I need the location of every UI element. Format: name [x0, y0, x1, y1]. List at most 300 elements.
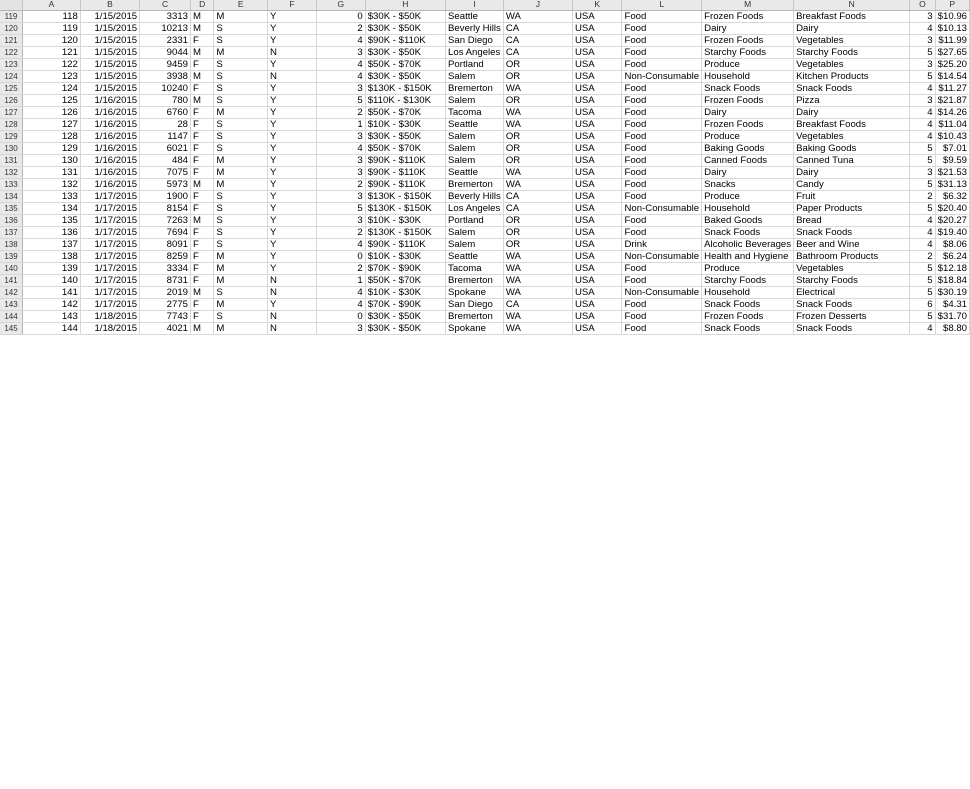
- row-header[interactable]: 130: [0, 142, 22, 154]
- cell-o[interactable]: 4: [910, 82, 935, 94]
- cell-h[interactable]: $130K - $150K: [365, 190, 445, 202]
- cell-g[interactable]: 3: [316, 214, 365, 226]
- cell-i[interactable]: Tacoma: [446, 262, 504, 274]
- cell-b[interactable]: 1/17/2015: [80, 190, 139, 202]
- cell-o[interactable]: 5: [910, 154, 935, 166]
- cell-j[interactable]: OR: [503, 130, 572, 142]
- cell-g[interactable]: 4: [316, 34, 365, 46]
- cell-c[interactable]: 484: [140, 154, 191, 166]
- cell-g[interactable]: 2: [316, 178, 365, 190]
- cell-f[interactable]: Y: [268, 106, 317, 118]
- column-header-l[interactable]: L: [622, 0, 702, 10]
- cell-k[interactable]: USA: [572, 286, 622, 298]
- cell-g[interactable]: 2: [316, 226, 365, 238]
- cell-i[interactable]: Bremerton: [446, 178, 504, 190]
- cell-k[interactable]: USA: [572, 262, 622, 274]
- cell-i[interactable]: Beverly Hills: [446, 22, 504, 34]
- cell-b[interactable]: 1/17/2015: [80, 298, 139, 310]
- cell-d[interactable]: F: [191, 34, 214, 46]
- cell-c[interactable]: 2331: [140, 34, 191, 46]
- cell-b[interactable]: 1/17/2015: [80, 262, 139, 274]
- cell-c[interactable]: 6760: [140, 106, 191, 118]
- cell-j[interactable]: WA: [503, 118, 572, 130]
- cell-j[interactable]: WA: [503, 286, 572, 298]
- column-header-n[interactable]: N: [794, 0, 910, 10]
- cell-b[interactable]: 1/17/2015: [80, 286, 139, 298]
- row-header[interactable]: 122: [0, 46, 22, 58]
- cell-o[interactable]: 4: [910, 226, 935, 238]
- cell-b[interactable]: 1/16/2015: [80, 178, 139, 190]
- row-header[interactable]: 141: [0, 274, 22, 286]
- cell-k[interactable]: USA: [572, 250, 622, 262]
- cell-g[interactable]: 4: [316, 238, 365, 250]
- cell-h[interactable]: $10K - $30K: [365, 214, 445, 226]
- cell-e[interactable]: S: [214, 94, 268, 106]
- cell-k[interactable]: USA: [572, 322, 622, 334]
- cell-m[interactable]: Produce: [702, 130, 794, 142]
- cell-j[interactable]: WA: [503, 178, 572, 190]
- cell-f[interactable]: Y: [268, 130, 317, 142]
- cell-f[interactable]: N: [268, 274, 317, 286]
- cell-o[interactable]: 2: [910, 190, 935, 202]
- cell-l[interactable]: Food: [622, 130, 702, 142]
- cell-c[interactable]: 2019: [140, 286, 191, 298]
- cell-m[interactable]: Canned Foods: [702, 154, 794, 166]
- cell-i[interactable]: Salem: [446, 154, 504, 166]
- cell-o[interactable]: 5: [910, 262, 935, 274]
- cell-o[interactable]: 5: [910, 46, 935, 58]
- column-header-o[interactable]: O: [910, 0, 935, 10]
- cell-n[interactable]: Snack Foods: [794, 226, 910, 238]
- cell-j[interactable]: OR: [503, 58, 572, 70]
- cell-c[interactable]: 3313: [140, 10, 191, 22]
- cell-p[interactable]: $11.99: [935, 34, 969, 46]
- cell-l[interactable]: Food: [622, 154, 702, 166]
- column-header-h[interactable]: H: [365, 0, 445, 10]
- cell-a[interactable]: 139: [22, 262, 80, 274]
- cell-b[interactable]: 1/16/2015: [80, 154, 139, 166]
- cell-d[interactable]: M: [191, 10, 214, 22]
- cell-j[interactable]: OR: [503, 142, 572, 154]
- cell-o[interactable]: 4: [910, 214, 935, 226]
- cell-k[interactable]: USA: [572, 154, 622, 166]
- cell-e[interactable]: M: [214, 262, 268, 274]
- cell-d[interactable]: M: [191, 178, 214, 190]
- cell-h[interactable]: $90K - $110K: [365, 238, 445, 250]
- cell-g[interactable]: 4: [316, 286, 365, 298]
- cell-d[interactable]: F: [191, 166, 214, 178]
- cell-l[interactable]: Non-Consumable: [622, 70, 702, 82]
- cell-p[interactable]: $21.87: [935, 94, 969, 106]
- cell-a[interactable]: 132: [22, 178, 80, 190]
- cell-a[interactable]: 123: [22, 70, 80, 82]
- column-header-g[interactable]: G: [316, 0, 365, 10]
- row-header[interactable]: 124: [0, 70, 22, 82]
- cell-m[interactable]: Produce: [702, 190, 794, 202]
- cell-a[interactable]: 136: [22, 226, 80, 238]
- cell-h[interactable]: $70K - $90K: [365, 298, 445, 310]
- row-header[interactable]: 134: [0, 190, 22, 202]
- cell-g[interactable]: 3: [316, 190, 365, 202]
- row-header[interactable]: 135: [0, 202, 22, 214]
- cell-k[interactable]: USA: [572, 310, 622, 322]
- cell-i[interactable]: Los Angeles: [446, 202, 504, 214]
- cell-j[interactable]: OR: [503, 94, 572, 106]
- cell-k[interactable]: USA: [572, 202, 622, 214]
- cell-g[interactable]: 0: [316, 310, 365, 322]
- cell-f[interactable]: Y: [268, 166, 317, 178]
- cell-p[interactable]: $10.96: [935, 10, 969, 22]
- cell-b[interactable]: 1/17/2015: [80, 238, 139, 250]
- cell-g[interactable]: 1: [316, 118, 365, 130]
- cell-n[interactable]: Electrical: [794, 286, 910, 298]
- cell-a[interactable]: 142: [22, 298, 80, 310]
- cell-f[interactable]: Y: [268, 82, 317, 94]
- cell-e[interactable]: M: [214, 154, 268, 166]
- cell-e[interactable]: M: [214, 166, 268, 178]
- cell-i[interactable]: Tacoma: [446, 106, 504, 118]
- cell-l[interactable]: Food: [622, 298, 702, 310]
- cell-e[interactable]: M: [214, 250, 268, 262]
- column-header-i[interactable]: I: [446, 0, 504, 10]
- cell-m[interactable]: Household: [702, 202, 794, 214]
- cell-d[interactable]: F: [191, 250, 214, 262]
- cell-i[interactable]: Salem: [446, 142, 504, 154]
- row-header[interactable]: 120: [0, 22, 22, 34]
- cell-c[interactable]: 7075: [140, 166, 191, 178]
- cell-p[interactable]: $14.54: [935, 70, 969, 82]
- cell-o[interactable]: 3: [910, 58, 935, 70]
- cell-d[interactable]: F: [191, 238, 214, 250]
- cell-n[interactable]: Breakfast Foods: [794, 10, 910, 22]
- cell-k[interactable]: USA: [572, 94, 622, 106]
- cell-l[interactable]: Food: [622, 190, 702, 202]
- cell-b[interactable]: 1/16/2015: [80, 118, 139, 130]
- cell-b[interactable]: 1/15/2015: [80, 58, 139, 70]
- cell-d[interactable]: M: [191, 286, 214, 298]
- cell-b[interactable]: 1/15/2015: [80, 82, 139, 94]
- cell-a[interactable]: 133: [22, 190, 80, 202]
- cell-o[interactable]: 5: [910, 70, 935, 82]
- cell-j[interactable]: CA: [503, 298, 572, 310]
- cell-p[interactable]: $31.70: [935, 310, 969, 322]
- cell-o[interactable]: 5: [910, 202, 935, 214]
- cell-l[interactable]: Food: [622, 10, 702, 22]
- cell-p[interactable]: $6.32: [935, 190, 969, 202]
- cell-c[interactable]: 780: [140, 94, 191, 106]
- cell-e[interactable]: M: [214, 106, 268, 118]
- column-header-b[interactable]: B: [80, 0, 139, 10]
- cell-c[interactable]: 1147: [140, 130, 191, 142]
- row-header[interactable]: 123: [0, 58, 22, 70]
- cell-d[interactable]: F: [191, 142, 214, 154]
- row-header[interactable]: 119: [0, 10, 22, 22]
- cell-k[interactable]: USA: [572, 166, 622, 178]
- cell-d[interactable]: F: [191, 154, 214, 166]
- cell-f[interactable]: Y: [268, 250, 317, 262]
- cell-l[interactable]: Food: [622, 214, 702, 226]
- cell-d[interactable]: F: [191, 202, 214, 214]
- cell-m[interactable]: Snack Foods: [702, 226, 794, 238]
- cell-i[interactable]: Los Angeles: [446, 46, 504, 58]
- cell-d[interactable]: F: [191, 262, 214, 274]
- cell-c[interactable]: 8091: [140, 238, 191, 250]
- row-header[interactable]: 132: [0, 166, 22, 178]
- row-header[interactable]: 125: [0, 82, 22, 94]
- cell-i[interactable]: Salem: [446, 238, 504, 250]
- cell-j[interactable]: WA: [503, 250, 572, 262]
- cell-a[interactable]: 140: [22, 274, 80, 286]
- cell-b[interactable]: 1/15/2015: [80, 70, 139, 82]
- cell-h[interactable]: $30K - $50K: [365, 130, 445, 142]
- cell-c[interactable]: 9044: [140, 46, 191, 58]
- cell-k[interactable]: USA: [572, 178, 622, 190]
- cell-a[interactable]: 141: [22, 286, 80, 298]
- cell-b[interactable]: 1/16/2015: [80, 130, 139, 142]
- cell-f[interactable]: Y: [268, 154, 317, 166]
- cell-d[interactable]: F: [191, 226, 214, 238]
- cell-p[interactable]: $21.53: [935, 166, 969, 178]
- cell-h[interactable]: $90K - $110K: [365, 154, 445, 166]
- cell-k[interactable]: USA: [572, 118, 622, 130]
- cell-j[interactable]: WA: [503, 106, 572, 118]
- cell-a[interactable]: 137: [22, 238, 80, 250]
- cell-h[interactable]: $30K - $50K: [365, 10, 445, 22]
- cell-e[interactable]: M: [214, 274, 268, 286]
- cell-n[interactable]: Starchy Foods: [794, 46, 910, 58]
- cell-m[interactable]: Frozen Foods: [702, 310, 794, 322]
- cell-a[interactable]: 131: [22, 166, 80, 178]
- column-header-e[interactable]: E: [214, 0, 268, 10]
- cell-l[interactable]: Food: [622, 310, 702, 322]
- cell-m[interactable]: Alcoholic Beverages: [702, 238, 794, 250]
- cell-n[interactable]: Pizza: [794, 94, 910, 106]
- cell-h[interactable]: $30K - $50K: [365, 310, 445, 322]
- cell-m[interactable]: Frozen Foods: [702, 94, 794, 106]
- cell-i[interactable]: Seattle: [446, 250, 504, 262]
- cell-k[interactable]: USA: [572, 142, 622, 154]
- cell-m[interactable]: Frozen Foods: [702, 10, 794, 22]
- cell-n[interactable]: Snack Foods: [794, 298, 910, 310]
- cell-a[interactable]: 118: [22, 10, 80, 22]
- cell-c[interactable]: 8259: [140, 250, 191, 262]
- column-header-m[interactable]: M: [702, 0, 794, 10]
- cell-g[interactable]: 0: [316, 10, 365, 22]
- cell-k[interactable]: USA: [572, 226, 622, 238]
- cell-k[interactable]: USA: [572, 22, 622, 34]
- cell-h[interactable]: $130K - $150K: [365, 202, 445, 214]
- cell-p[interactable]: $10.43: [935, 130, 969, 142]
- cell-d[interactable]: F: [191, 298, 214, 310]
- cell-a[interactable]: 130: [22, 154, 80, 166]
- cell-g[interactable]: 2: [316, 106, 365, 118]
- row-header[interactable]: 145: [0, 322, 22, 334]
- cell-m[interactable]: Household: [702, 286, 794, 298]
- cell-c[interactable]: 7263: [140, 214, 191, 226]
- cell-l[interactable]: Non-Consumable: [622, 202, 702, 214]
- cell-f[interactable]: Y: [268, 34, 317, 46]
- cell-m[interactable]: Household: [702, 70, 794, 82]
- cell-j[interactable]: CA: [503, 22, 572, 34]
- cell-l[interactable]: Food: [622, 178, 702, 190]
- cell-p[interactable]: $6.24: [935, 250, 969, 262]
- cell-p[interactable]: $4.31: [935, 298, 969, 310]
- cell-h[interactable]: $10K - $30K: [365, 250, 445, 262]
- cell-b[interactable]: 1/17/2015: [80, 202, 139, 214]
- select-all-corner[interactable]: [0, 0, 22, 10]
- cell-e[interactable]: S: [214, 310, 268, 322]
- cell-b[interactable]: 1/16/2015: [80, 94, 139, 106]
- cell-g[interactable]: 3: [316, 82, 365, 94]
- cell-f[interactable]: N: [268, 286, 317, 298]
- cell-o[interactable]: 5: [910, 286, 935, 298]
- cell-d[interactable]: M: [191, 22, 214, 34]
- cell-o[interactable]: 3: [910, 94, 935, 106]
- cell-b[interactable]: 1/17/2015: [80, 226, 139, 238]
- cell-b[interactable]: 1/15/2015: [80, 34, 139, 46]
- cell-m[interactable]: Frozen Foods: [702, 118, 794, 130]
- cell-h[interactable]: $50K - $70K: [365, 142, 445, 154]
- cell-l[interactable]: Non-Consumable: [622, 250, 702, 262]
- cell-f[interactable]: Y: [268, 10, 317, 22]
- cell-a[interactable]: 125: [22, 94, 80, 106]
- cell-p[interactable]: $20.40: [935, 202, 969, 214]
- cell-i[interactable]: Beverly Hills: [446, 190, 504, 202]
- cell-o[interactable]: 3: [910, 10, 935, 22]
- cell-d[interactable]: F: [191, 58, 214, 70]
- cell-b[interactable]: 1/17/2015: [80, 274, 139, 286]
- cell-e[interactable]: M: [214, 178, 268, 190]
- row-header[interactable]: 142: [0, 286, 22, 298]
- cell-n[interactable]: Dairy: [794, 22, 910, 34]
- cell-i[interactable]: Bremerton: [446, 82, 504, 94]
- cell-i[interactable]: Seattle: [446, 10, 504, 22]
- cell-e[interactable]: S: [214, 118, 268, 130]
- cell-p[interactable]: $10.13: [935, 22, 969, 34]
- cell-i[interactable]: Salem: [446, 226, 504, 238]
- cell-b[interactable]: 1/15/2015: [80, 46, 139, 58]
- cell-d[interactable]: M: [191, 70, 214, 82]
- cell-a[interactable]: 144: [22, 322, 80, 334]
- cell-l[interactable]: Food: [622, 58, 702, 70]
- cell-h[interactable]: $30K - $50K: [365, 70, 445, 82]
- cell-c[interactable]: 6021: [140, 142, 191, 154]
- cell-d[interactable]: F: [191, 82, 214, 94]
- cell-i[interactable]: Seattle: [446, 166, 504, 178]
- cell-i[interactable]: Portland: [446, 214, 504, 226]
- cell-d[interactable]: M: [191, 214, 214, 226]
- cell-i[interactable]: Seattle: [446, 118, 504, 130]
- cell-d[interactable]: F: [191, 130, 214, 142]
- row-header[interactable]: 143: [0, 298, 22, 310]
- cell-k[interactable]: USA: [572, 70, 622, 82]
- cell-j[interactable]: OR: [503, 154, 572, 166]
- cell-e[interactable]: M: [214, 10, 268, 22]
- cell-d[interactable]: F: [191, 118, 214, 130]
- cell-l[interactable]: Food: [622, 274, 702, 286]
- cell-c[interactable]: 5973: [140, 178, 191, 190]
- cell-h[interactable]: $30K - $50K: [365, 46, 445, 58]
- cell-o[interactable]: 4: [910, 322, 935, 334]
- cell-h[interactable]: $90K - $110K: [365, 178, 445, 190]
- cell-m[interactable]: Starchy Foods: [702, 46, 794, 58]
- cell-l[interactable]: Drink: [622, 238, 702, 250]
- cell-b[interactable]: 1/18/2015: [80, 322, 139, 334]
- cell-m[interactable]: Produce: [702, 262, 794, 274]
- cell-e[interactable]: S: [214, 70, 268, 82]
- cell-g[interactable]: 2: [316, 262, 365, 274]
- cell-o[interactable]: 4: [910, 238, 935, 250]
- cell-j[interactable]: OR: [503, 238, 572, 250]
- cell-m[interactable]: Health and Hygiene: [702, 250, 794, 262]
- cell-g[interactable]: 0: [316, 250, 365, 262]
- cell-f[interactable]: N: [268, 322, 317, 334]
- cell-c[interactable]: 10240: [140, 82, 191, 94]
- cell-a[interactable]: 126: [22, 106, 80, 118]
- cell-e[interactable]: M: [214, 46, 268, 58]
- cell-k[interactable]: USA: [572, 238, 622, 250]
- cell-a[interactable]: 129: [22, 142, 80, 154]
- cell-k[interactable]: USA: [572, 130, 622, 142]
- cell-n[interactable]: Vegetables: [794, 58, 910, 70]
- column-header-k[interactable]: K: [572, 0, 622, 10]
- cell-a[interactable]: 143: [22, 310, 80, 322]
- cell-g[interactable]: 3: [316, 322, 365, 334]
- cell-c[interactable]: 8731: [140, 274, 191, 286]
- cell-f[interactable]: Y: [268, 118, 317, 130]
- cell-m[interactable]: Dairy: [702, 166, 794, 178]
- cell-d[interactable]: M: [191, 322, 214, 334]
- cell-a[interactable]: 135: [22, 214, 80, 226]
- cell-g[interactable]: 4: [316, 70, 365, 82]
- cell-f[interactable]: Y: [268, 94, 317, 106]
- cell-l[interactable]: Food: [622, 22, 702, 34]
- cell-h[interactable]: $70K - $90K: [365, 262, 445, 274]
- cell-h[interactable]: $50K - $70K: [365, 58, 445, 70]
- cell-n[interactable]: Beer and Wine: [794, 238, 910, 250]
- cell-b[interactable]: 1/17/2015: [80, 250, 139, 262]
- cell-f[interactable]: Y: [268, 214, 317, 226]
- cell-m[interactable]: Starchy Foods: [702, 274, 794, 286]
- cell-f[interactable]: Y: [268, 298, 317, 310]
- cell-d[interactable]: F: [191, 274, 214, 286]
- cell-c[interactable]: 10213: [140, 22, 191, 34]
- column-header-a[interactable]: A: [22, 0, 80, 10]
- cell-b[interactable]: 1/16/2015: [80, 142, 139, 154]
- cell-c[interactable]: 7694: [140, 226, 191, 238]
- cell-i[interactable]: San Diego: [446, 298, 504, 310]
- cell-g[interactable]: 5: [316, 94, 365, 106]
- cell-c[interactable]: 8154: [140, 202, 191, 214]
- cell-f[interactable]: Y: [268, 58, 317, 70]
- cell-n[interactable]: Breakfast Foods: [794, 118, 910, 130]
- cell-k[interactable]: USA: [572, 46, 622, 58]
- cell-e[interactable]: S: [214, 22, 268, 34]
- column-header-f[interactable]: F: [268, 0, 317, 10]
- cell-n[interactable]: Bathroom Products: [794, 250, 910, 262]
- cell-c[interactable]: 4021: [140, 322, 191, 334]
- cell-m[interactable]: Baked Goods: [702, 214, 794, 226]
- row-header[interactable]: 139: [0, 250, 22, 262]
- row-header[interactable]: 137: [0, 226, 22, 238]
- cell-c[interactable]: 2775: [140, 298, 191, 310]
- cell-c[interactable]: 9459: [140, 58, 191, 70]
- cell-a[interactable]: 120: [22, 34, 80, 46]
- column-header-p[interactable]: P: [935, 0, 969, 10]
- cell-l[interactable]: Food: [622, 166, 702, 178]
- cell-h[interactable]: $130K - $150K: [365, 82, 445, 94]
- cell-m[interactable]: Baking Goods: [702, 142, 794, 154]
